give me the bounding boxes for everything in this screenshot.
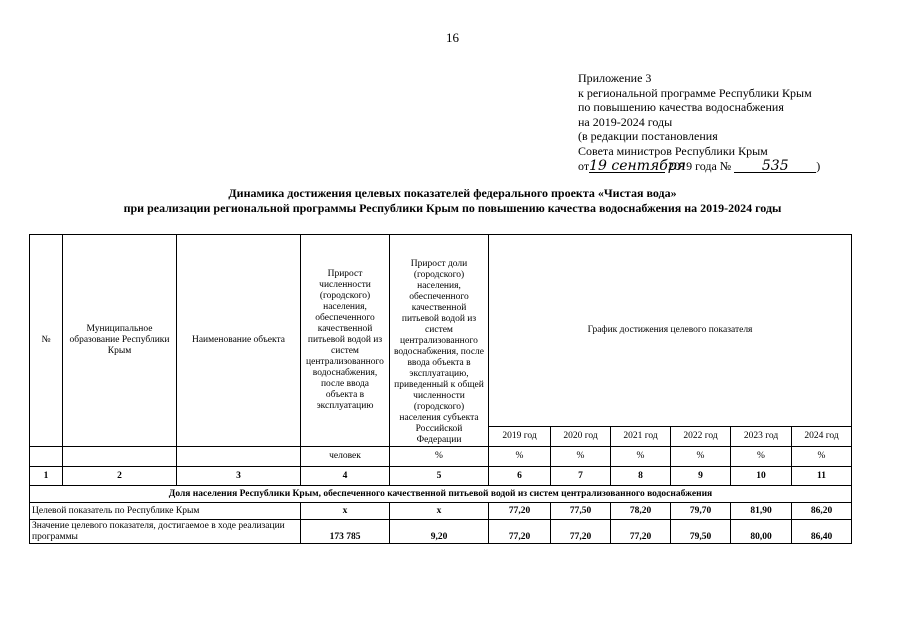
unit-year: % — [489, 447, 551, 467]
column-number: 8 — [611, 467, 671, 486]
unit-population: человек — [301, 447, 390, 467]
table-row — [30, 520, 852, 544]
header-year: 2021 год — [611, 427, 671, 447]
units-cell — [30, 447, 63, 467]
header-year: 2024 год — [792, 427, 852, 447]
heading-line-2: при реализации региональной программы Республики Крым по повышению качества водоснабжения на 2019-2024 годы — [123, 201, 782, 215]
column-number: 11 — [792, 467, 852, 486]
row-share: х — [390, 503, 489, 520]
closing-paren: ) — [816, 158, 821, 173]
appendix-line: (в редакции постановления — [578, 129, 718, 144]
table-row — [30, 503, 852, 520]
column-number: 2 — [63, 467, 177, 486]
column-number: 6 — [489, 467, 551, 486]
header-object-name: Наименование объекта — [177, 235, 301, 447]
header-share-growth: Прирост доли (городского) населения, обеспеченного качественной питьевой водой из систем централизованного водоснабжения, после ввода объекта в эксплуатацию, приведенный к общей численности (городского) населения субъекта Российской Федерации — [390, 235, 489, 447]
row-value: 79,50 — [671, 520, 731, 544]
header-year: 2022 год — [671, 427, 731, 447]
row-label: Целевой показатель по Республике Крым — [30, 503, 301, 520]
header-year: 2019 год — [489, 427, 551, 447]
units-cell — [63, 447, 177, 467]
row-value: 77,20 — [551, 520, 611, 544]
header-year: 2023 год — [731, 427, 792, 447]
row-value: 77,20 — [489, 503, 551, 520]
row-population: 173 785 — [301, 520, 390, 544]
row-value: 77,20 — [611, 520, 671, 544]
row-value: 79,70 — [671, 503, 731, 520]
row-share: 9,20 — [390, 520, 489, 544]
appendix-line: к региональной программе Республики Крым — [578, 85, 812, 100]
heading-line-1: Динамика достижения целевых показателей федерального проекта «Чистая вода» — [228, 186, 677, 200]
year-text: 2019 года № — [668, 158, 732, 173]
unit-year: % — [551, 447, 611, 467]
column-number: 4 — [301, 467, 390, 486]
column-number: 5 — [390, 467, 489, 486]
handwritten-number: 535 — [734, 160, 816, 173]
row-population: х — [301, 503, 390, 520]
document-heading — [0, 186, 905, 216]
unit-share: % — [390, 447, 489, 467]
appendix-line: Приложение 3 — [578, 71, 652, 85]
header-year: 2020 год — [551, 427, 611, 447]
row-value: 86,40 — [792, 520, 852, 544]
page-number: 16 — [446, 30, 459, 45]
row-label: Значение целевого показателя, достигаемое в ходе реализации программы — [30, 520, 301, 544]
from-prefix: от — [578, 158, 590, 173]
column-number: 10 — [731, 467, 792, 486]
column-number: 3 — [177, 467, 301, 486]
unit-year: % — [731, 447, 792, 467]
appendix-date-line — [578, 159, 820, 174]
section-title: Доля населения Республики Крым, обеспеченного качественной питьевой водой из систем централизованного водоснабжения — [30, 486, 852, 503]
appendix-line: на 2019-2024 годы — [578, 114, 673, 129]
unit-year: % — [671, 447, 731, 467]
appendix-line: по повышению качества водоснабжения — [578, 100, 784, 115]
header-no: № — [30, 235, 63, 447]
indicator-table — [29, 234, 852, 544]
row-value: 78,20 — [611, 503, 671, 520]
column-number: 7 — [551, 467, 611, 486]
header-schedule: График достижения целевого показателя — [489, 235, 852, 427]
column-number: 9 — [671, 467, 731, 486]
units-cell — [177, 447, 301, 467]
unit-year: % — [792, 447, 852, 467]
unit-year: % — [611, 447, 671, 467]
header-population-growth: Прирост численности (городского) населения, обеспеченного качественной питьевой водой из систем централизованного водоснабжения, после ввода объекта в эксплуатацию — [301, 235, 390, 447]
appendix-line: Совета министров Республики Крым — [578, 143, 768, 158]
row-value: 77,20 — [489, 520, 551, 544]
handwritten-date: 19 сентября — [589, 157, 687, 174]
column-number: 1 — [30, 467, 63, 486]
row-value: 80,00 — [731, 520, 792, 544]
header-municipality: Муниципальное образование Республики Крым — [63, 235, 177, 447]
appendix-block — [578, 71, 820, 173]
row-value: 81,90 — [731, 503, 792, 520]
row-value: 86,20 — [792, 503, 852, 520]
row-value: 77,50 — [551, 503, 611, 520]
